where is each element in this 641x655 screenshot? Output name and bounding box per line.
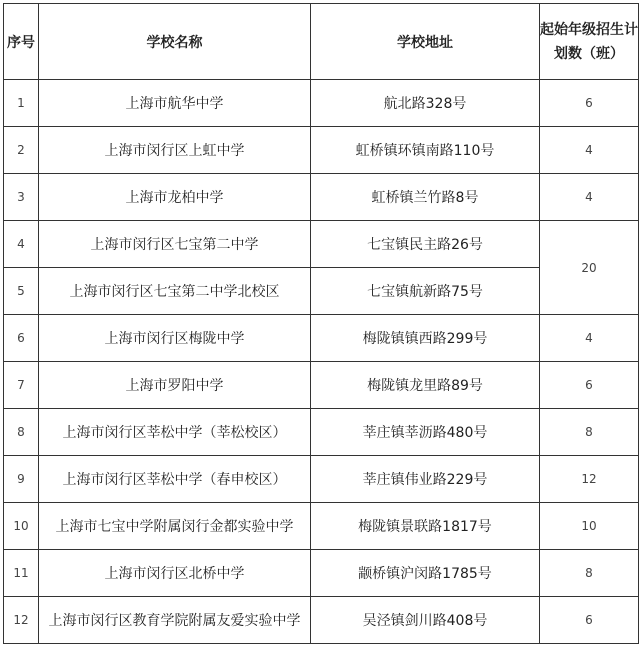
school-address: 七宝镇民主路26号 [311,221,540,268]
class-count-merged: 20 [540,221,639,315]
school-address: 吴泾镇剑川路408号 [311,597,540,644]
school-name: 上海市闵行区七宝第二中学北校区 [39,268,311,315]
school-address: 莘庄镇伟业路229号 [311,456,540,503]
school-name: 上海市闵行区梅陇中学 [39,315,311,362]
school-name: 上海市闵行区七宝第二中学 [39,221,311,268]
class-count: 6 [540,362,639,409]
row-index: 5 [4,268,39,315]
class-count: 4 [540,315,639,362]
row-index: 10 [4,503,39,550]
table-row [4,550,639,597]
table-row [4,503,639,550]
school-name: 上海市闵行区莘松中学（莘松校区） [39,409,311,456]
school-name: 上海市七宝中学附属闵行金都实验中学 [39,503,311,550]
school-name: 上海市航华中学 [39,80,311,127]
school-address: 虹桥镇环镇南路110号 [311,127,540,174]
row-index: 9 [4,456,39,503]
table-row [4,409,639,456]
header-enrollment-plan: 起始年级招生计划数（班） [540,4,639,80]
row-index: 2 [4,127,39,174]
class-count: 6 [540,597,639,644]
class-count: 10 [540,503,639,550]
school-address: 七宝镇航新路75号 [311,268,540,315]
table-row [4,362,639,409]
school-name: 上海市闵行区上虹中学 [39,127,311,174]
header-school-address: 学校地址 [311,4,540,80]
school-name: 上海市闵行区北桥中学 [39,550,311,597]
school-name: 上海市闵行区莘松中学（春申校区） [39,456,311,503]
school-address: 梅陇镇龙里路89号 [311,362,540,409]
table-row [4,127,639,174]
row-index: 12 [4,597,39,644]
school-name: 上海市闵行区教育学院附属友爱实验中学 [39,597,311,644]
header-index: 序号 [4,4,39,80]
header-row [4,4,639,80]
class-count: 6 [540,80,639,127]
table-row [4,80,639,127]
school-enrollment-table [3,3,639,644]
row-index: 8 [4,409,39,456]
class-count: 12 [540,456,639,503]
school-address: 梅陇镇镇西路299号 [311,315,540,362]
school-address: 颛桥镇沪闵路1785号 [311,550,540,597]
school-address: 虹桥镇兰竹路8号 [311,174,540,221]
row-index: 7 [4,362,39,409]
header-school-name: 学校名称 [39,4,311,80]
row-index: 1 [4,80,39,127]
school-name: 上海市龙柏中学 [39,174,311,221]
class-count: 8 [540,409,639,456]
class-count: 4 [540,174,639,221]
school-name: 上海市罗阳中学 [39,362,311,409]
row-index: 3 [4,174,39,221]
table-row [4,456,639,503]
table-row [4,221,639,268]
class-count: 4 [540,127,639,174]
row-index: 11 [4,550,39,597]
table-row [4,315,639,362]
school-address: 航北路328号 [311,80,540,127]
table-row [4,174,639,221]
table-row [4,597,639,644]
school-address: 莘庄镇莘沥路480号 [311,409,540,456]
class-count: 8 [540,550,639,597]
row-index: 6 [4,315,39,362]
row-index: 4 [4,221,39,268]
school-address: 梅陇镇景联路1817号 [311,503,540,550]
